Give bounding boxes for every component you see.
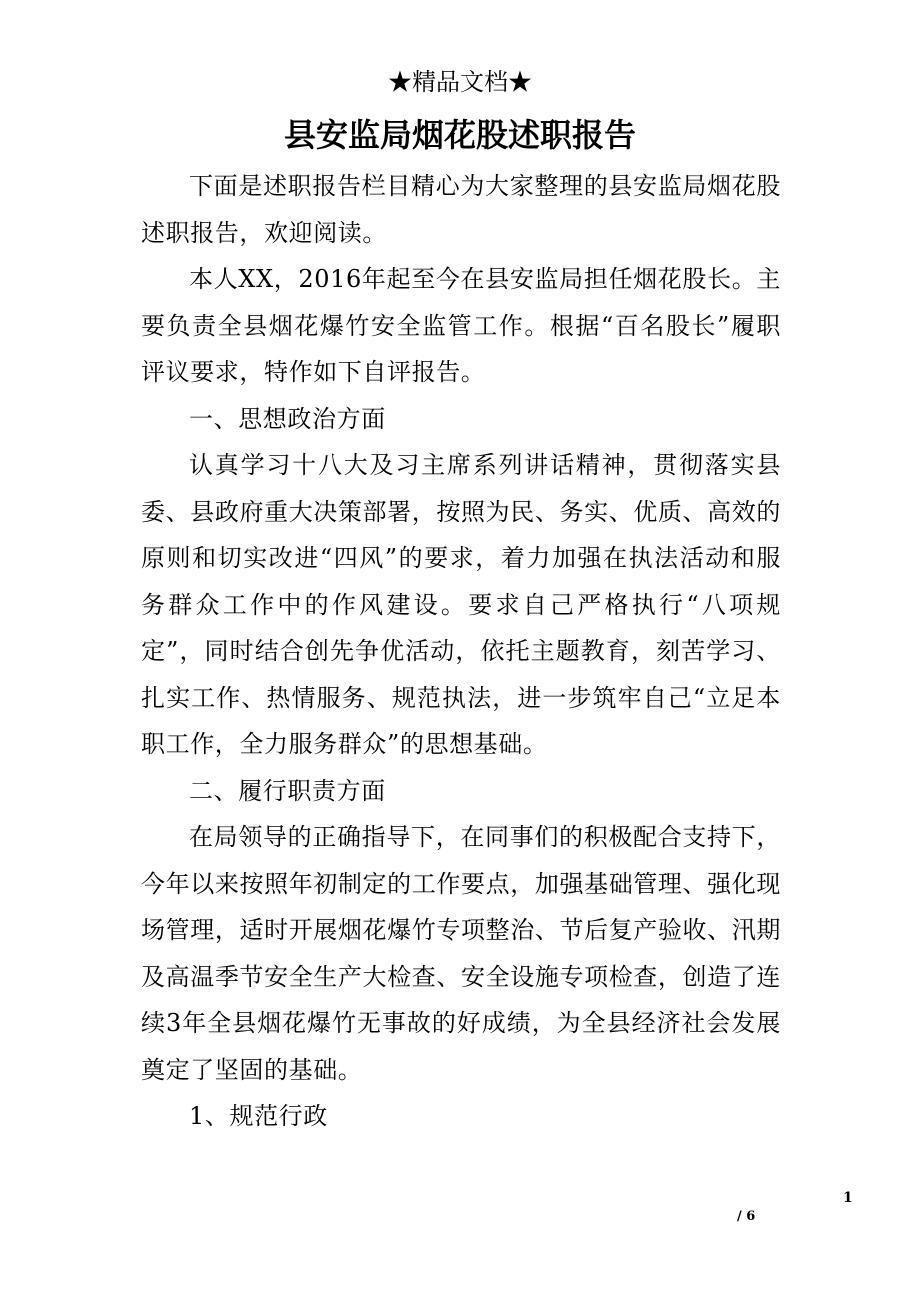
document-title: 县安监局烟花股述职报告	[283, 116, 636, 154]
header-mark: ★精品文档★	[388, 68, 532, 96]
section-heading-politics: 一、思想政治方面	[189, 404, 386, 433]
intro-paragraph: 下面是述职报告栏目精心为大家整理的县安监局烟花股述职报告，欢迎阅读。	[141, 172, 781, 247]
duties-paragraph: 在局领导的正确指导下，在同事们的积极配合支持下，今年以来按照年初制定的工作要点，加强基础管理、强化现场管理，适时开展烟花爆竹专项整治、节后复产验收、汛期及高温季节安全生产大检查、安全设施专项检查，创造了连续3年全县烟花爆竹无事故的好成绩，为全县经济社会发展奠定了坚固的基础。	[141, 823, 781, 1084]
politics-paragraph: 认真学习十八大及习主席系列讲话精神，贯彻落实县委、县政府重大决策部署，按照为民、务实、优质、高效的原则和切实改进“四风”的要求，着力加强在执法活动和服务群众工作中的作风建设。要求自己严格执行“八项规定”，同时结合创先争优活动，依托主题教育，刻苦学习、扎实工作、热情服务、规范执法，进一步筑牢自己“立足本职工作，全力服务群众”的思想基础。	[141, 451, 781, 758]
document-body	[141, 163, 781, 1140]
page-number: 1	[843, 1190, 853, 1206]
subsection-heading-admin: 1、规范行政	[189, 1102, 328, 1130]
self-intro-paragraph: 本人XX，2016年起至今在县安监局担任烟花股长。主要负责全县烟花爆竹安全监管工作。根据“百名股长”履职评议要求，特作如下自评报告。	[141, 265, 781, 386]
page-total: / 6	[737, 1209, 756, 1224]
section-heading-duties: 二、履行职责方面	[189, 776, 386, 805]
